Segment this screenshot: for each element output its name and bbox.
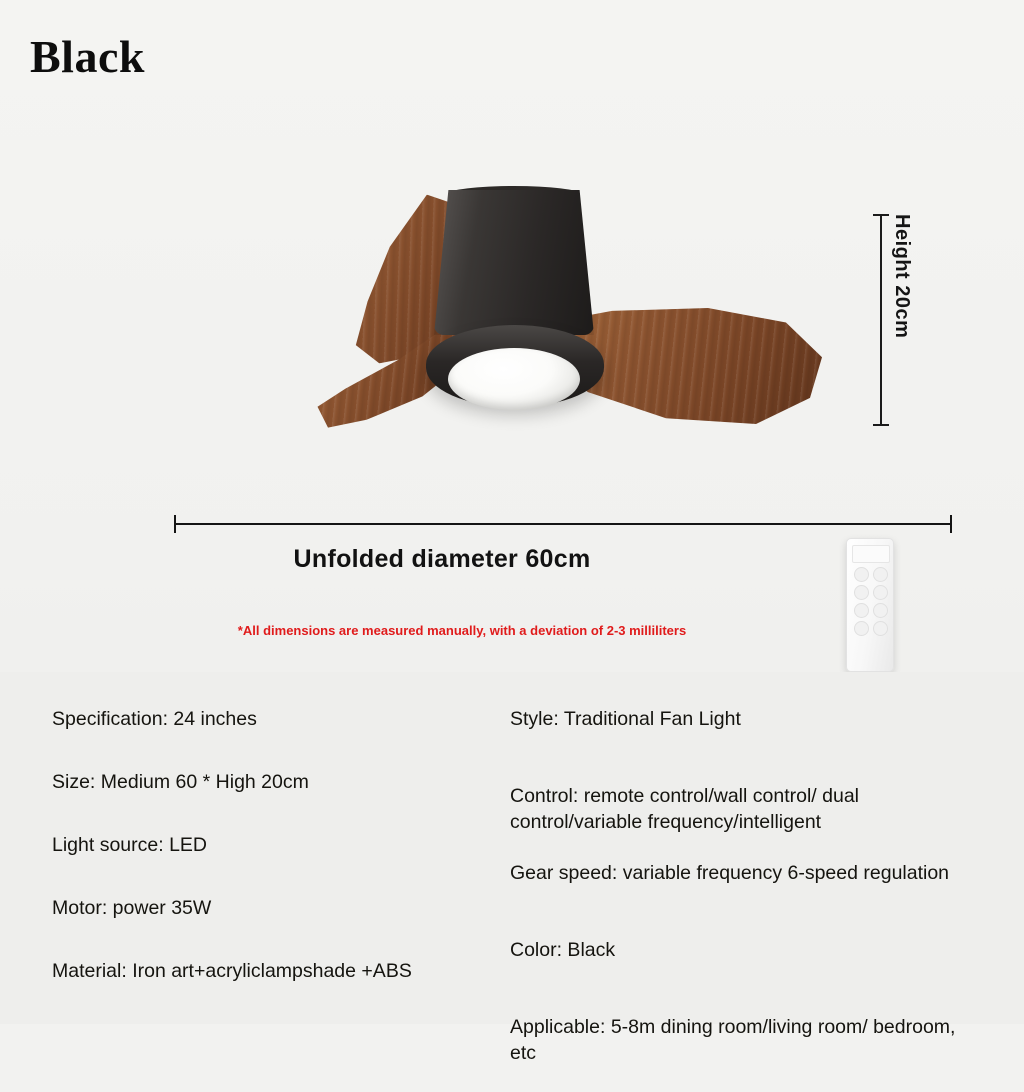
remote-button [873, 567, 888, 582]
led-lampshade [448, 348, 580, 410]
specification-panel [0, 672, 1024, 1064]
remote-screen [852, 545, 890, 563]
spec-item: Light source: LED [52, 834, 208, 856]
diameter-dimension-label: Unfolded diameter 60cm [293, 545, 591, 573]
remote-button [854, 621, 869, 636]
spec-item: Color: Black [510, 939, 616, 961]
page-title: Black [30, 31, 145, 82]
ceiling-fan-illustration [300, 190, 860, 520]
remote-button [854, 603, 869, 618]
spec-item: Size: Medium 60 * High 20cm [52, 771, 309, 793]
spec-item: Control: remote control/wall control/ dual control/variable frequency/intelligent [510, 785, 859, 833]
specification-column-right [455, 672, 1024, 1064]
remote-control-image [846, 538, 894, 672]
product-image-area [0, 120, 1024, 560]
spec-item: Material: Iron art+acryliclampshade +ABS [52, 960, 412, 982]
remote-button [873, 621, 888, 636]
spec-item: Applicable: 5-8m dining room/living room/ bedroom, etc [510, 1016, 956, 1064]
diameter-dimension-marker [174, 523, 952, 525]
remote-button [854, 585, 869, 600]
spec-item: Gear speed: variable frequency 6-speed regulation [510, 862, 950, 884]
measurement-disclaimer: *All dimensions are measured manually, with a deviation of 2-3 milliliters [237, 623, 687, 638]
spec-item: Motor: power 35W [52, 897, 212, 919]
spec-item: Specification: 24 inches [52, 708, 257, 730]
spec-item: Style: Traditional Fan Light [510, 708, 741, 730]
remote-button [873, 585, 888, 600]
height-dimension-label: Height 20cm [891, 214, 913, 339]
remote-button [854, 567, 869, 582]
specification-column-left [0, 672, 455, 1024]
motor-housing [434, 190, 594, 335]
remote-button [873, 603, 888, 618]
